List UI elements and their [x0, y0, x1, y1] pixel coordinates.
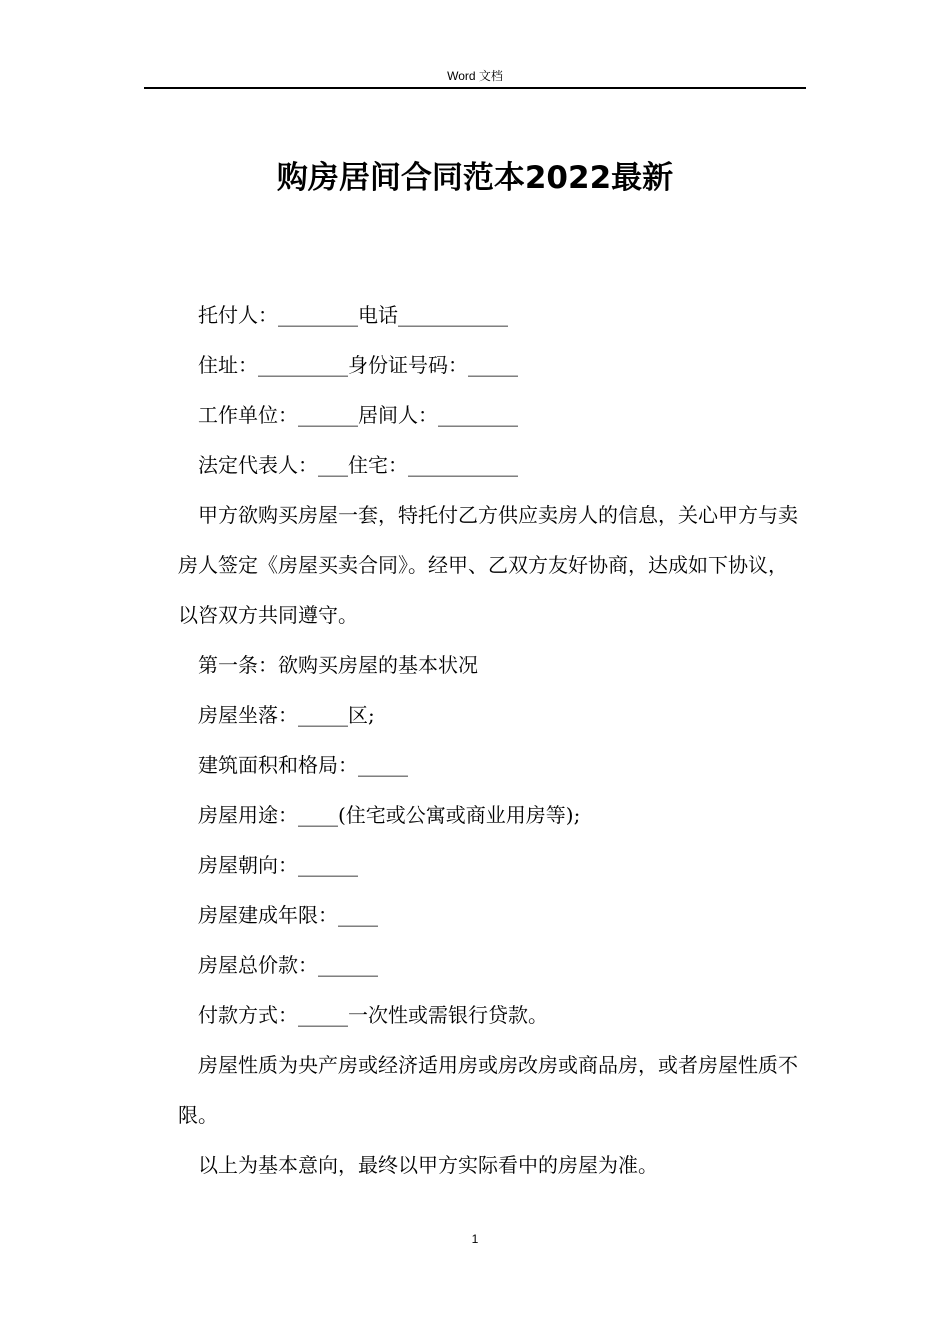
- paragraph-build-year: 房屋建成年限：____: [198, 903, 378, 927]
- paragraph-usage: 房屋用途：____(住宅或公寓或商业用房等);: [198, 803, 581, 827]
- paragraph-article-one: 第一条：欲购买房屋的基本状况: [198, 653, 478, 677]
- document-title: 购房居间合同范本2022最新: [276, 160, 674, 196]
- paragraph-legal-representative: 法定代表人：___住宅：___________: [198, 453, 518, 477]
- paragraph-client-info: 托付人：________电话___________: [198, 303, 508, 327]
- page-number: 1: [471, 1232, 479, 1246]
- header-divider: [144, 87, 806, 89]
- paragraph-total-price: 房屋总价款：______: [198, 953, 378, 977]
- paragraph-orientation: 房屋朝向：______: [198, 853, 358, 877]
- page-header: Word 文档: [447, 69, 503, 83]
- paragraph-address-id: 住址：_________身份证号码：_____: [198, 353, 518, 377]
- paragraph-payment-method: 付款方式：_____一次性或需银行贷款。: [198, 1003, 548, 1027]
- paragraph-location: 房屋坐落：_____区;: [198, 703, 375, 727]
- paragraph-employer-broker: 工作单位：______居间人：________: [198, 403, 518, 427]
- paragraph-preamble: 甲方欲购买房屋一套，特托付乙方供应卖房人的信息，关心甲方与卖房人签定《房屋买卖合同》。经甲、乙双方友好协商，达成如下协议，以咨双方共同遵守。: [178, 503, 798, 627]
- document-body: [178, 290, 804, 1190]
- paragraph-area-layout: 建筑面积和格局：_____: [198, 753, 408, 777]
- paragraph-closing-note: 以上为基本意向，最终以甲方实际看中的房屋为准。: [198, 1153, 658, 1177]
- paragraph-property-nature: 房屋性质为央产房或经济适用房或房改房或商品房，或者房屋性质不限。: [178, 1053, 798, 1127]
